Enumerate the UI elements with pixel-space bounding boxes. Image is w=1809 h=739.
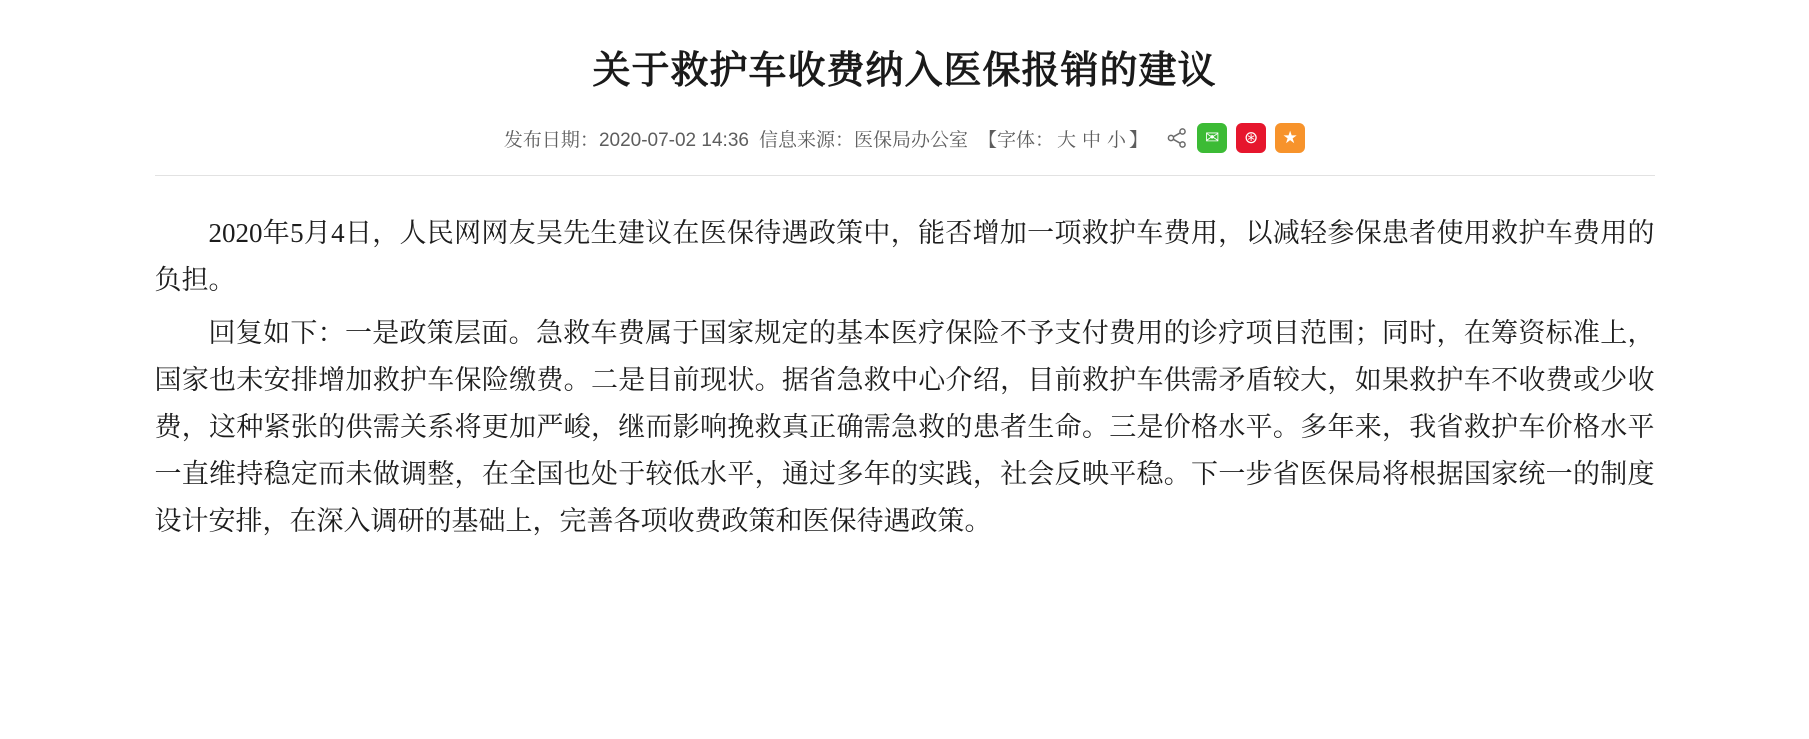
article-paragraph: 回复如下：一是政策层面。急救车费属于国家规定的基本医疗保险不予支付费用的诊疗项目范围；同时，在筹资标准上，国家也未安排增加救护车保险缴费。二是目前现状。据省急救中心介绍，目前救护车供需矛盾较大，如果救护车不收费或少收费，这种紧张的供需关系将更加严峻，继而影响挽救真正确需急救的患者生命。三是价格水平。多年来，我省救护车价格水平一直维持稳定而未做调整，在全国也处于较低水平，通过多年的实践，社会反映平稳。下一步省医保局将根据国家统一的制度设计安排，在深入调研的基础上，完善各项收费政策和医保待遇政策。 bbox=[154, 318, 1655, 537]
font-size-suffix: 】 bbox=[1129, 129, 1149, 151]
meta-divider bbox=[155, 175, 1655, 176]
share-group bbox=[1166, 123, 1305, 153]
article-paragraph: 2020年5月4日，人民网网友吴先生建议在医保待遇政策中，能否增加一项救护车费用，以减轻参保患者使用救护车费用的负担。 bbox=[154, 218, 1655, 296]
publish-date-value: 2020-07-02 14:36 bbox=[598, 129, 749, 151]
font-size-small-button[interactable]: 小 bbox=[1107, 129, 1127, 151]
source-value: 医保局办公室 bbox=[853, 129, 968, 151]
font-size-medium-button[interactable]: 中 bbox=[1082, 129, 1102, 151]
article-body bbox=[155, 210, 1655, 545]
qzone-icon[interactable]: ★ bbox=[1275, 123, 1305, 153]
source-group bbox=[759, 125, 968, 152]
source-label: 信息来源： bbox=[758, 129, 854, 151]
publish-date-label: 发布日期： bbox=[503, 129, 599, 151]
font-size-selector bbox=[978, 125, 1148, 152]
page-title: 关于救护车收费纳入医保报销的建议 bbox=[592, 50, 1217, 92]
publish-date-group bbox=[504, 125, 749, 152]
wechat-icon[interactable]: ✉ bbox=[1197, 123, 1227, 153]
weibo-icon[interactable]: ⊛ bbox=[1236, 123, 1266, 153]
share-icon[interactable] bbox=[1166, 127, 1188, 149]
article-meta-bar bbox=[155, 123, 1655, 175]
article-container bbox=[155, 0, 1655, 545]
font-size-prefix: 【字体： bbox=[977, 129, 1054, 151]
font-size-large-button[interactable]: 大 bbox=[1057, 129, 1077, 151]
